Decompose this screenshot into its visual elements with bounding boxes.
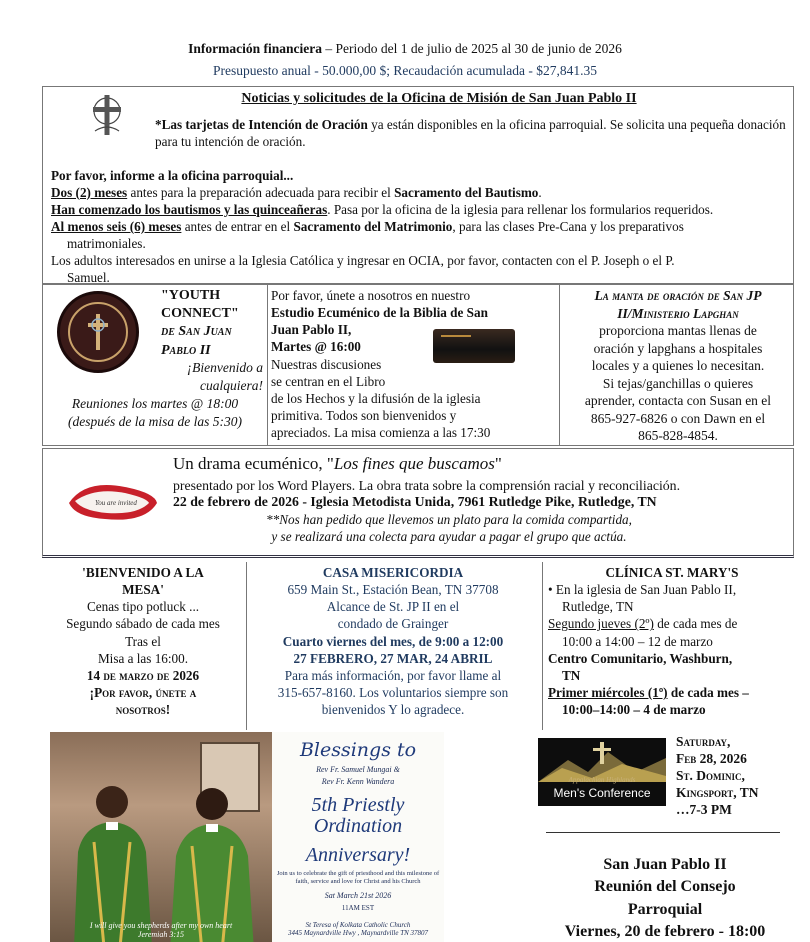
finance-header xyxy=(0,40,810,79)
welcome-table-section: 'BIENVENIDO A LA MESA' Cenas tipo potluck ... Segundo sábado de cada mes Tras el Misa a las 16:00. 14 de marzo de 2026 ¡Por favor, únete a nosotros! xyxy=(66,565,220,718)
finance-line2: Presupuesto anual - 50.000,00 $; Recaudación acumulada - $27,841.35 xyxy=(213,62,597,78)
priest-figure-2 xyxy=(162,776,262,942)
divider xyxy=(542,562,543,730)
divider xyxy=(246,562,247,730)
outreach-row xyxy=(42,562,794,732)
youth-connect-section xyxy=(43,285,265,445)
parish-council-meeting: San Juan Pablo II Reunión del Consejo Parroquial Viernes, 20 de febrero - 18:00 xyxy=(564,856,766,941)
casa-misericordia-section: CASA MISERICORDIA 659 Main St., Estación Bean, TN 37708 Alcance de St. JP II en el condado de Grainger Cuarto viernes del mes, de 9:00 a 12:00 27 FEBRERO, 27 MAR, 24 ABRIL Para más información, por favor llame al 315-657-8160. Los voluntarios siempre son bienvenidos Y lo agradece. xyxy=(277,565,509,718)
baptism-notice: Dos (2) meses antes para la preparación adecuada para recibir el Sacramento del Bautismo. xyxy=(51,184,542,200)
st-marys-clinic-section: CLÍNICA ST. MARY'S • En la iglesia de San Juan Pablo II, Rutledge, TN Segundo jueves (2º) de cada mes de 10:00 a 14:00 – 12 de marzo Centro Comunitario, Washburn, TN Primer miércoles (1º) de cada mes – 10:00–14:00 – 4 de marzo xyxy=(548,564,796,718)
drama-description: presentado por los Word Players. La obra trata sobre la comprensión racial y reconciliación. xyxy=(173,478,681,493)
bible-image xyxy=(433,329,515,363)
mission-title: Noticias y solicitudes de la Oficina de Misión de San Juan Pablo II xyxy=(241,91,637,106)
prayer-blanket-section: La manta de oración de San JP II/Ministerio Lapghan proporciona mantas llenas de oración y lapghans a hospitales locales y a quienes lo necesitan. Si tejas/ganchillas o quieres aprender, contacta con Susan en el 865-927-6826 o con Dawn en el 865-828-4854. xyxy=(584,288,772,444)
marriage-notice-cont: matrimoniales. xyxy=(67,236,146,252)
mission-office-section xyxy=(42,86,794,284)
ordination-anniversary-flyer xyxy=(50,732,444,942)
youth-welcome-text: ¡Bienvenido a cualquiera! xyxy=(186,360,263,393)
divider xyxy=(267,285,268,445)
ministries-row xyxy=(42,284,794,446)
finance-line1: Información financiera – Periodo del 1 de julio de 2025 al 30 de junio de 2026 xyxy=(188,41,622,56)
inform-office-list xyxy=(51,167,787,287)
youth-connect-title: "YOUTH CONNECT" de San Juan Pablo II xyxy=(161,288,239,358)
priests-photo xyxy=(50,732,272,942)
inform-heading: Por favor, informe a la oficina parroquial... xyxy=(51,167,294,183)
bible-study-section: Por favor, únete a nosotros en nuestro Estudio Ecuménico de la Biblia de San Juan Pablo II, Martes @ 16:00 Nuestras discusiones se centran en el Libro de los Hechos y la difusión de la iglesia primitiva. Todos son bienvenidos y apreciados. La misa comienza a las 17:30 xyxy=(271,285,557,445)
scripture-quote: I will give you shepherds after my own heart Jeremiah 3:15 xyxy=(89,921,233,940)
drama-date-location: 22 de febrero de 2026 - Iglesia Metodista Unida, 7961 Rutledge Pike, Rutledge, TN xyxy=(173,494,657,509)
divider xyxy=(546,832,780,833)
svg-text:You are invited: You are invited xyxy=(95,499,137,507)
priest-figure-1 xyxy=(64,772,160,942)
drama-note: **Nos han pedido que llevemos un plato para la comida compartida, y se realizará una colecta para ayudar a pagar el grupo que actúa. xyxy=(266,512,632,545)
marriage-notice: Al menos seis (6) meses antes de entrar en el Sacramento del Matrimonio, para las clases Pre-Cana y los preparativos xyxy=(51,218,684,234)
ocia-notice-cont: Samuel. xyxy=(67,270,110,286)
anniversary-card: Blessings to Rev Fr. Samuel Mungai & Rev Fr. Kenn Wandera 5th Priestly Ordination Anniversary! Join us to celebrate the gift of priesthood and this milestone of faith, service and love for Christ and his Church Sat March 21st 2026 11AM EST St Teresa of Kolkata Catholic Church 3445 Maynardville Hwy , Maynardville TN 37807 xyxy=(272,732,444,942)
clinic-thursday: Segundo jueves (2º) de cada mes de xyxy=(548,616,738,632)
ecumenical-drama-section xyxy=(42,448,794,558)
divider xyxy=(559,285,560,445)
youth-connect-logo xyxy=(57,291,139,373)
mens-conference-details: Saturday, Feb 28, 2026 St. Dominic, Kingsport, TN …7-3 PM xyxy=(676,734,759,817)
cross-emblem-icon xyxy=(89,93,125,137)
clinic-bullet: • En la iglesia de San Juan Pablo II, xyxy=(548,582,737,598)
mens-conference-badge: Appalachian Highlands Men's Conference xyxy=(538,738,666,806)
prayer-card-note: *Las tarjetas de Intención de Oración ya están disponibles en la oficina parroquial. Se solicita una pequeña donación para tu intención de oración. xyxy=(155,117,786,150)
youth-meeting-time: Reuniones los martes @ 18:00 (después de la misa de las 5:30) xyxy=(68,396,242,429)
cross-icon xyxy=(86,314,110,350)
drama-title: Un drama ecuménico, "Los fines que buscamos" xyxy=(173,454,502,473)
quinceanera-notice: Han comenzado los bautismos y las quinceañeras. Pasa por la oficina de la iglesia para rellenar los formularios requeridos. xyxy=(51,201,714,217)
clinic-wednesday: Primer miércoles (1º) de cada mes – xyxy=(548,685,749,701)
ocia-notice: Los adultos interesados en unirse a la Iglesia Católica y ingresar en OCIA, por favor, contacten con el P. Joseph o el P. xyxy=(51,253,675,269)
